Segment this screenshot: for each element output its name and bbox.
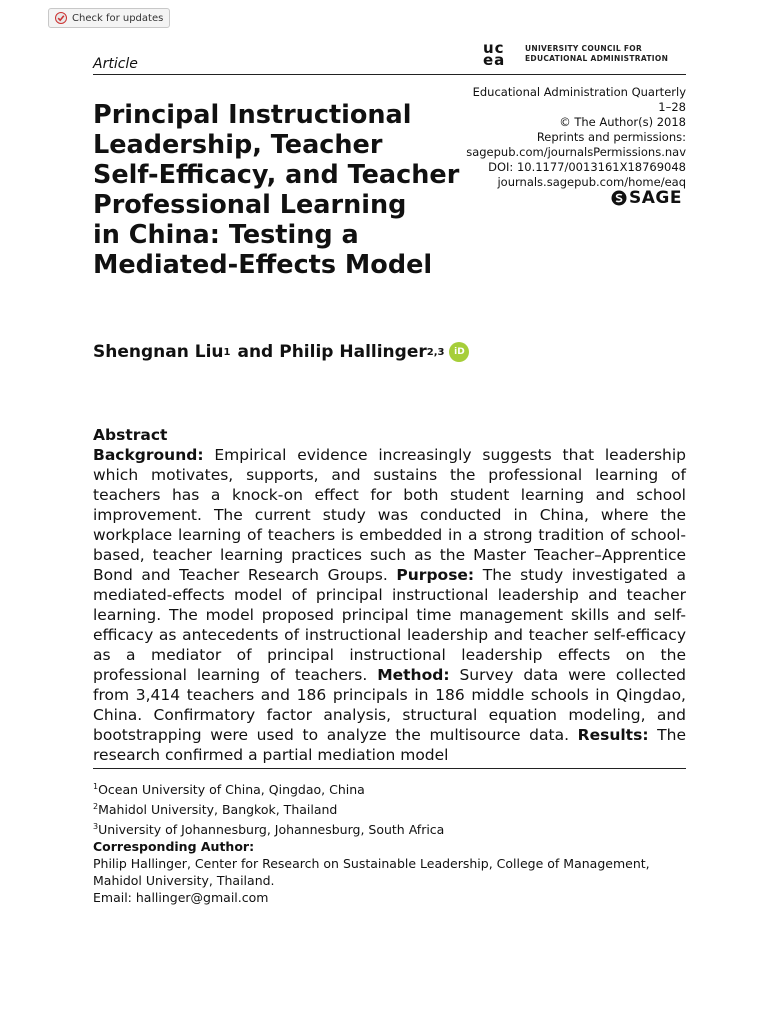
- journal-meta: [466, 85, 686, 190]
- affiliation-marker: 2: [93, 802, 99, 812]
- corresponding-heading: Corresponding Author:: [93, 839, 255, 854]
- title-line: Mediated-Effects Model: [93, 250, 433, 280]
- affiliation-text: Mahidol University, Bangkok, Thailand: [98, 802, 338, 818]
- permissions-link[interactable]: sagepub.com/journalsPermissions.nav: [466, 145, 686, 159]
- abstract-heading: Abstract: [93, 426, 168, 444]
- affiliation-text: Ocean University of China, Qingdao, China: [98, 782, 365, 798]
- copyright: © The Author(s) 2018: [559, 115, 686, 129]
- affiliation-marker: 3: [93, 822, 99, 832]
- affiliation-item: [93, 778, 444, 798]
- corresponding-email[interactable]: Email: hallinger@gmail.com: [93, 890, 269, 905]
- ucea-letters-text: ucea: [483, 39, 506, 69]
- background-label: Background:: [93, 446, 204, 464]
- abstract: [93, 425, 686, 765]
- reprints-label: Reprints and permissions:: [536, 130, 686, 144]
- journal-name: Educational Administration Quarterly: [472, 85, 686, 99]
- ucea-name-line1: UNIVERSITY COUNCIL FOR: [525, 44, 643, 53]
- affiliations: [93, 778, 444, 838]
- header-divider: [93, 74, 686, 75]
- title-line: Professional Learning: [93, 190, 407, 220]
- affiliation-marker: 1: [93, 782, 99, 791]
- check-for-updates-button[interactable]: [48, 8, 170, 28]
- results-text: The research confirmed a partial mediation model: [93, 726, 686, 764]
- sage-logo-text: SAGE: [629, 188, 682, 208]
- author-name: Shengnan Liu: [93, 342, 224, 362]
- affiliation-text: University of Johannesburg, Johannesburg, South Africa: [98, 822, 445, 838]
- corresponding-address-line: Philip Hallinger, Center for Research on Sustainable Leadership, College of Management,: [93, 856, 650, 871]
- corresponding-address-line: Mahidol University, Thailand.: [93, 873, 275, 888]
- author-affiliation-marker: 2,3: [426, 346, 445, 358]
- results-label: Results:: [577, 726, 649, 744]
- author-affiliation-marker: 1: [223, 346, 231, 358]
- sage-s-icon: [611, 190, 627, 206]
- method-label: Method:: [377, 666, 450, 684]
- check-updates-icon: [55, 12, 67, 24]
- page-range: 1–28: [658, 100, 686, 114]
- affiliation-item: [93, 818, 444, 838]
- affiliation-item: [93, 798, 444, 818]
- method-text: Survey data were collected from 3,414 teachers and 186 principals in 186 middle schools in Qingdao, China. Confirmatory factor analysis, structural equation modeling, and bootstrapping were used to analyze the multisource data.: [93, 666, 687, 744]
- title-line: Self-Efficacy, and Teacher: [93, 160, 460, 190]
- ucea-name: [525, 44, 668, 64]
- article-title: [93, 100, 478, 280]
- orcid-label: iD: [454, 347, 465, 357]
- ucea-logo: [483, 39, 669, 69]
- sage-logo: [611, 188, 682, 208]
- author-line: [93, 342, 469, 362]
- abstract-body: [93, 445, 686, 765]
- footnote-divider: [93, 768, 686, 769]
- doi[interactable]: DOI: 10.1177/0013161X18769048: [488, 160, 686, 174]
- check-for-updates-label: Check for updates: [72, 12, 164, 24]
- author-conjunction: and: [237, 342, 274, 362]
- ucea-letters: [483, 39, 519, 69]
- orcid-icon[interactable]: [449, 342, 469, 362]
- ucea-name-line2: EDUCATIONAL ADMINISTRATION: [525, 54, 669, 63]
- title-line: Principal Instructional: [93, 100, 412, 130]
- purpose-text: The study investigated a mediated-effects model of principal instructional leadership and teacher learning. The model proposed principal time management skills and self-efficacy as antecedents of instructional leadership and teacher self-efficacy as a mediator of principal instructional leadership effects on the professional learning of teachers.: [93, 566, 686, 684]
- background-text: Empirical evidence increasingly suggests that leadership which motivates, supports, and sustains the professional learning of teachers has a knock-on effect for both student learning and school improvement. The current study was conducted in China, where the workplace learning of teachers is embedded in a strong tradition of school-based, teacher learning practices such as the Master Teacher–Apprentice Bond and Teacher Research Groups.: [93, 446, 686, 584]
- article-type: Article: [93, 56, 138, 72]
- author-name: Philip Hallinger: [279, 342, 427, 362]
- title-line: Leadership, Teacher: [93, 130, 383, 160]
- title-line: in China: Testing a: [93, 220, 359, 250]
- corresponding-author: [93, 838, 686, 906]
- purpose-label: Purpose:: [396, 566, 475, 584]
- journal-home-link[interactable]: journals.sagepub.com/home/eaq: [497, 175, 686, 189]
